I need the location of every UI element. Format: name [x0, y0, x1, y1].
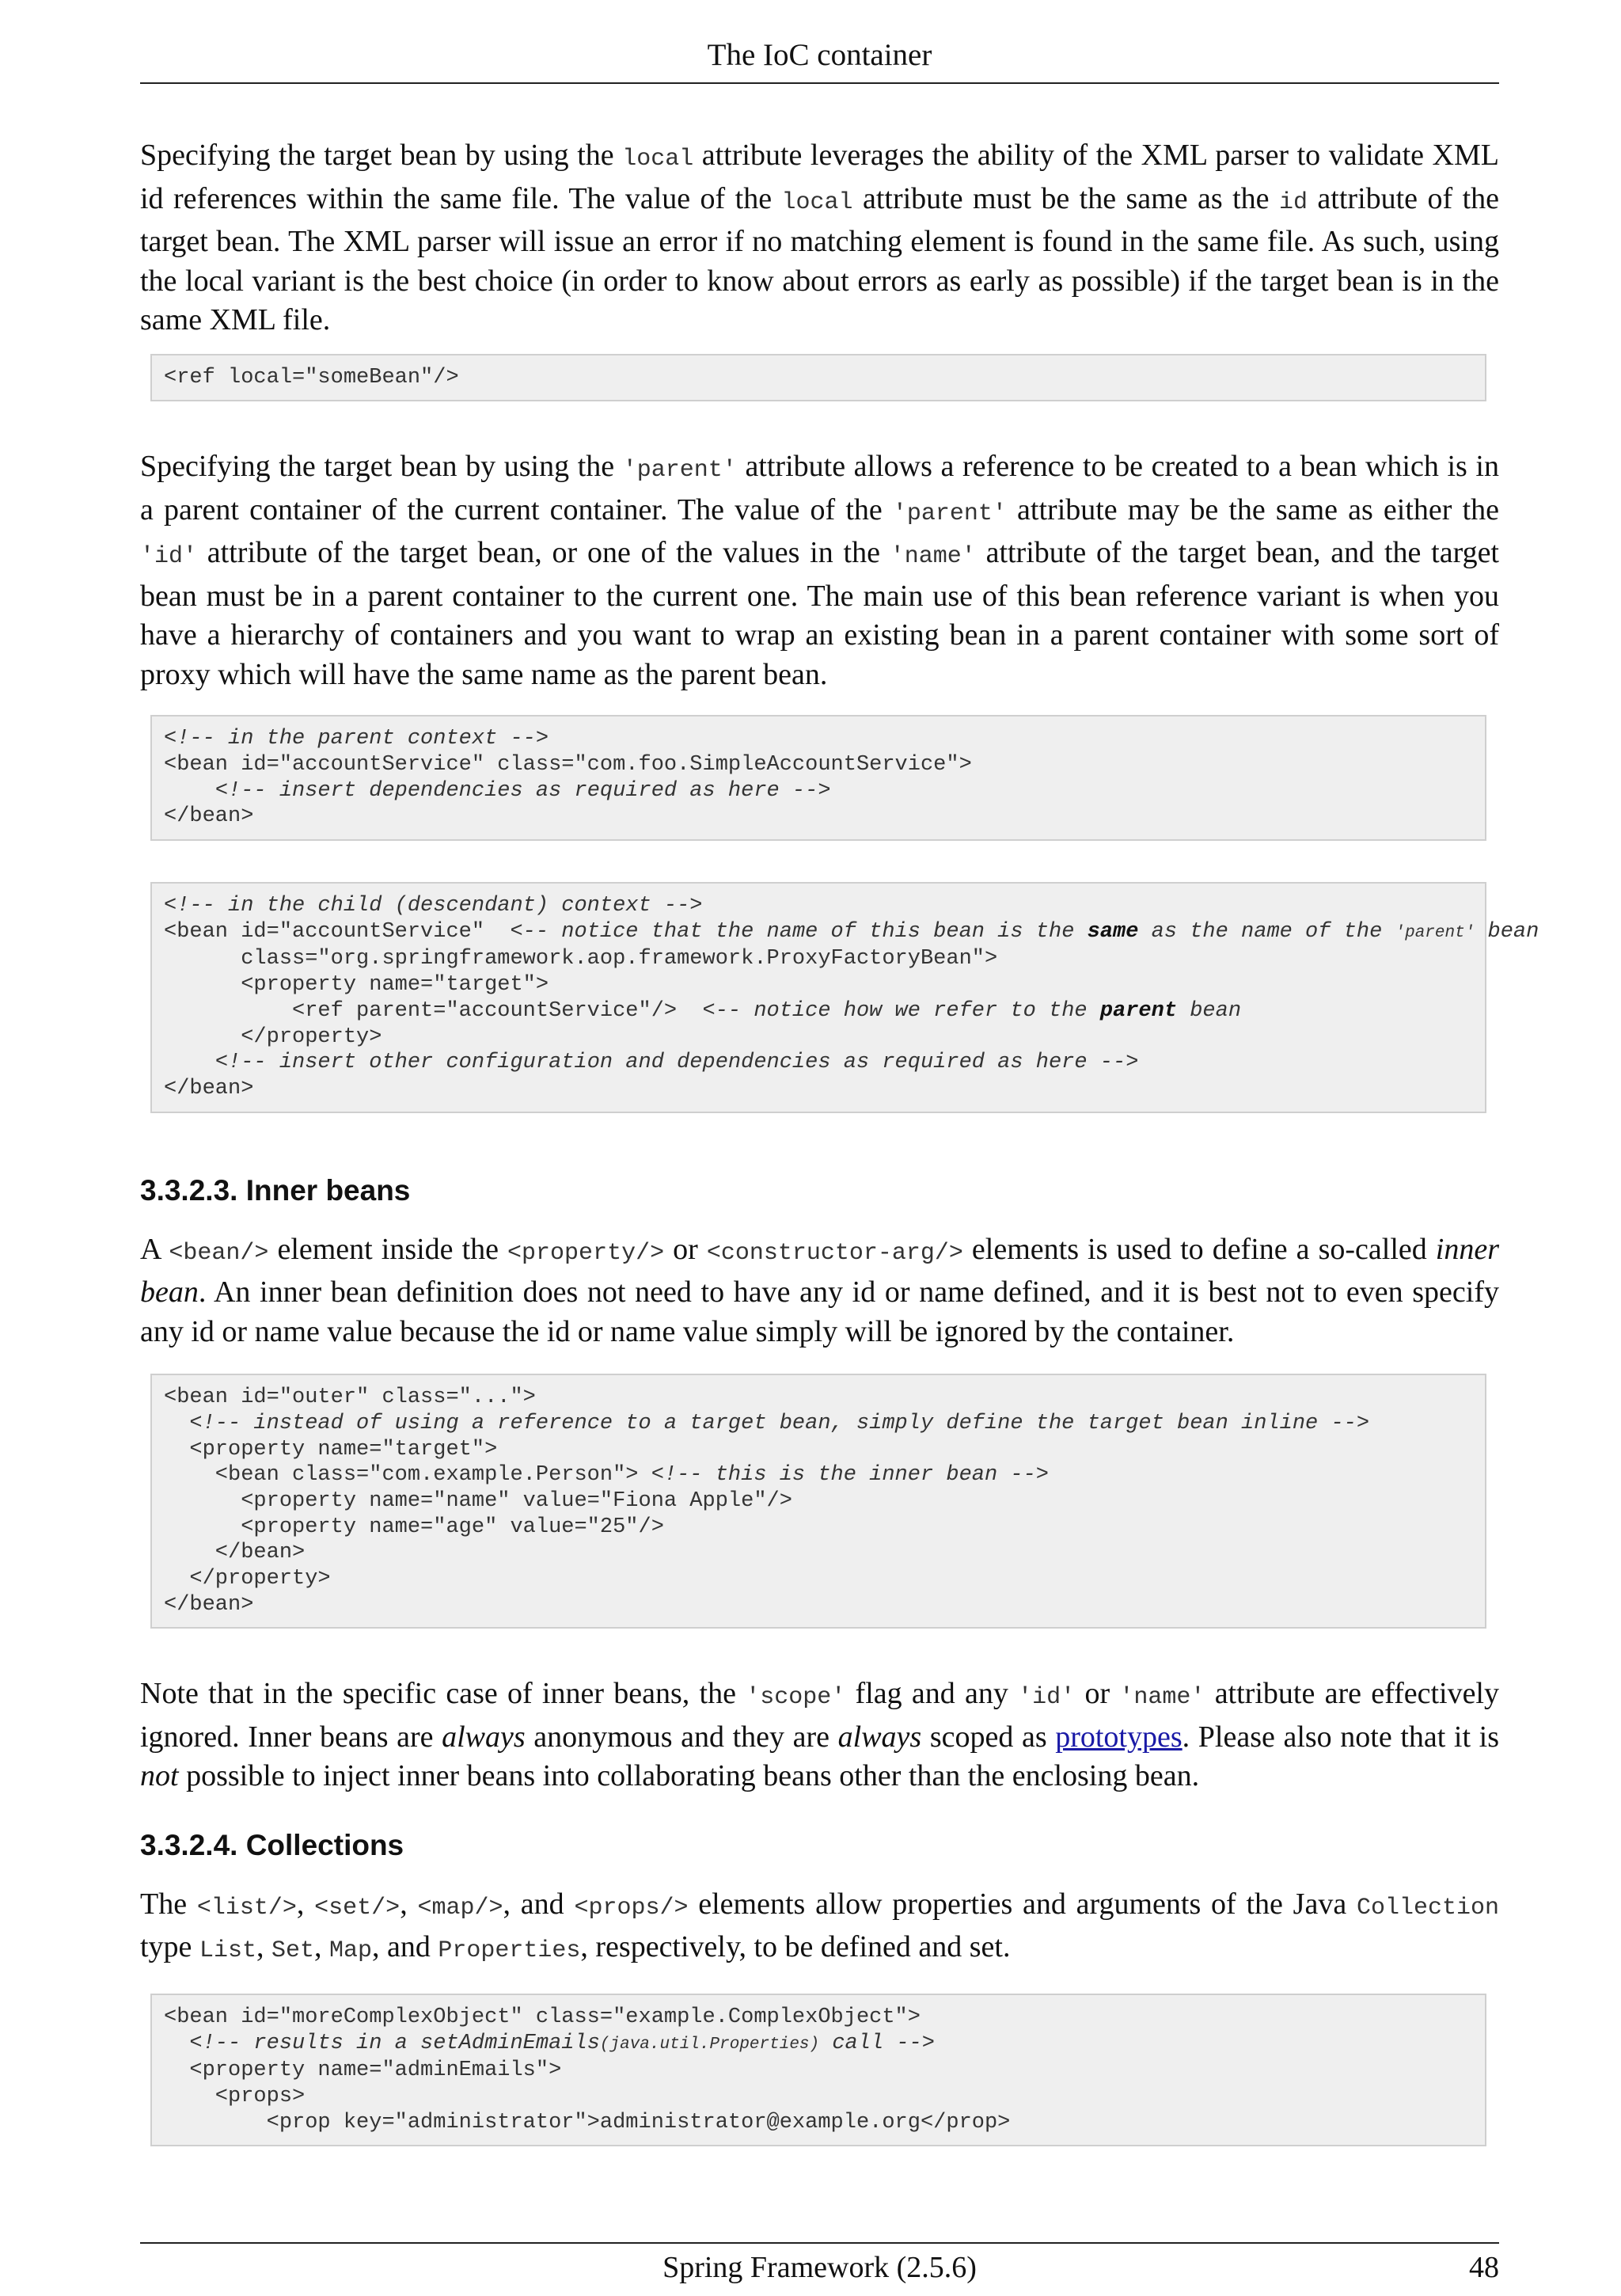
footer-title: Spring Framework (2.5.6)	[662, 2251, 977, 2284]
code-block-parent-context: <!-- in the parent context --> <bean id="accountService" class="com.foo.SimpleAccountService"> <!-- insert dependencies as required as here --> </bean>	[150, 715, 1486, 841]
code-block-ref-local: <ref local="someBean"/>	[150, 354, 1486, 402]
paragraph-local-attribute: Specifying the target bean by using the local attribute leverages the ability of the XML parser to validate XML id references within the same file. The value of the local attribute must be the same as the id attribute of the target bean. The XML parser will issue an error if no matching element is found in the same file. As such, using the local variant is the best choice (in order to know about errors as early as possible) if the target bean is in the same XML file.	[140, 139, 1500, 336]
page-content	[140, 136, 1539, 2146]
section-heading-inner-beans: 3.3.2.3. Inner beans	[140, 1173, 411, 1207]
paragraph-inner-beans-note: Note that in the specific case of inner beans, the 'scope' flag and any 'id' or 'name' attribute are effectively ignored. Inner beans are always anonymous and they are always scoped as prototypes. Please also note that it is not possible to inject inner beans into collaborating beans other than the enclosing bean.	[140, 1677, 1499, 1793]
paragraph-collections: The <list/>, <set/>, <map/>, and <props/> elements allow properties and arguments of the Java Collection type List, Set, Map, and Properties, respectively, to be defined and set.	[140, 1887, 1500, 1965]
code-block-child-context: <!-- in the child (descendant) context --> <bean id="accountService" <-- notice that the name of this bean is the same as the name of the 'parent' bean class="org.springframework.aop.framework.ProxyFactoryBean"> <property name="target"> <ref parent="accountService"/> <-- notice how we refer to the parent bean </property> <!-- insert other configuration and dependencies as required as here --> </bean>	[150, 882, 1486, 1113]
page-number: 48	[1469, 2251, 1499, 2284]
code-block-inner-bean: <bean id="outer" class="..."> <!-- instead of using a reference to a target bean, simply define the target bean inline --> <property name="target"> <bean class="com.example.Person"> <!-- this is the inner bean --> <property name="name" value="Fiona Apple"/> <property name="age" value="25"/> </bean> </property> </bean>	[150, 1374, 1486, 1629]
header-title: The IoC container	[707, 38, 932, 72]
code-block-collections: <bean id="moreComplexObject" class="example.ComplexObject"> <!-- results in a setAdminEmails(java.util.Properties) call --> <property name="adminEmails"> <props> <prop key="administrator">administrator@example.org</prop>	[150, 1994, 1486, 2147]
prototypes-link[interactable]: prototypes	[1055, 1720, 1183, 1754]
page-header	[140, 29, 1499, 84]
section-heading-collections: 3.3.2.4. Collections	[140, 1828, 404, 1861]
paragraph-inner-beans: A <bean/> element inside the <property/> or <constructor-arg/> elements is used to define a so-called inner bean. An inner bean definition does not need to have any id or name defined, and it is best not to even specify any id or name value because the id or name value simply will be ignored by the container.	[140, 1232, 1499, 1348]
paragraph-parent-attribute: Specifying the target bean by using the 'parent' attribute allows a reference to be created to a bean which is in a parent container of the current container. The value of the 'parent' attribute may be the same as either the 'id' attribute of the target bean, or one of the values in the 'name' attribute of the target bean, and the target bean must be in a parent container to the current one. The main use of this bean reference variant is when you have a hierarchy of containers and you want to wrap an existing bean in a parent container with some sort of proxy which will have the same name as the parent bean.	[140, 450, 1499, 691]
page-footer	[140, 2242, 1499, 2296]
